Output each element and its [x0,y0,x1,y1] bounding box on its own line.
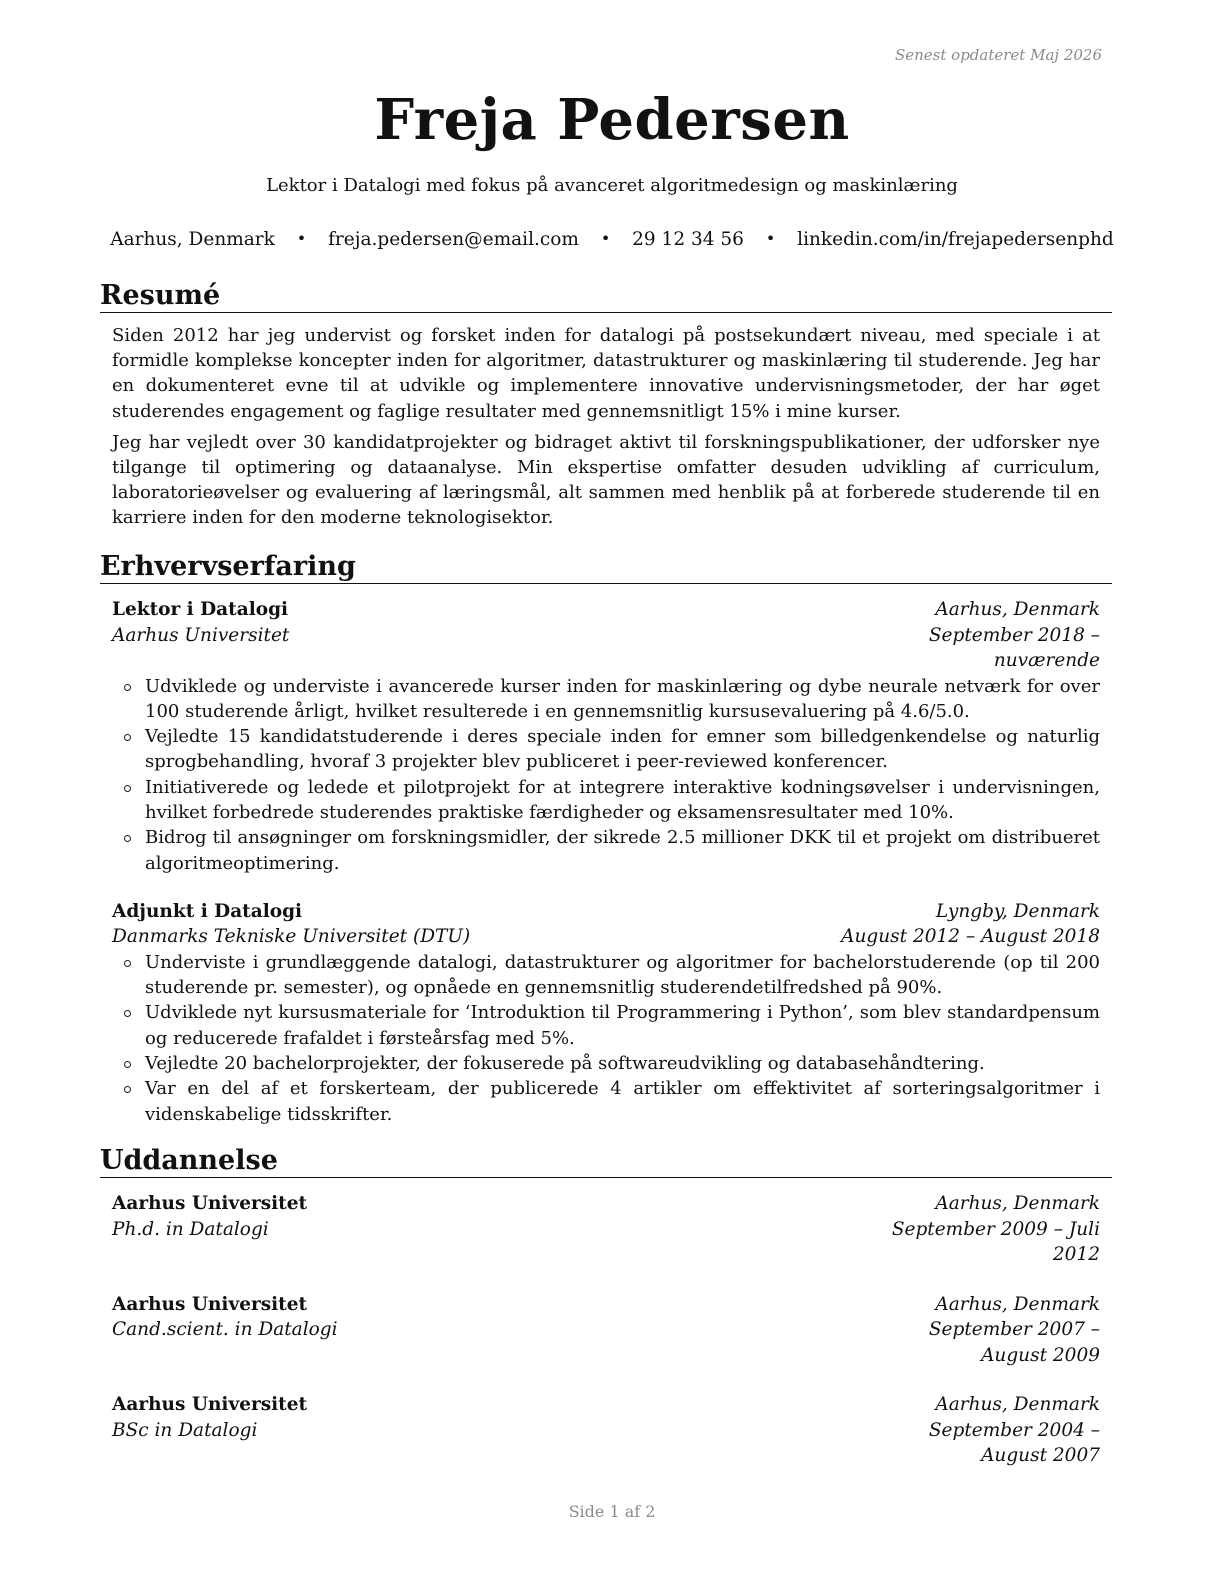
list-item: Var en del af et forskerteam, der publicerede 4 artikler om effektivitet af sorteringsalgoritmer i videnskabelige tidsskrifter. [112,1076,1100,1127]
list-item: Vejledte 15 kandidatstuderende i deres speciale inden for emner som billedgenkendelse og naturlig sprogbehandling, hvoraf 3 projekter blev publiceret i peer-reviewed konferencer. [112,724,1100,775]
job-org: Aarhus Universitet [112,624,290,646]
list-item: Initiativerede og ledede et pilotprojekt for at integrere interaktive kodningsøvelser i undervisningen, hvilket forbedrede studerendes praktiske færdigheder og eksamensresultater med 10%. [112,775,1100,826]
section-title-experience: Erhvervserfaring [100,551,1112,584]
job-dates: September 2018 – nuværende [928,624,1100,671]
contact-line [0,229,1224,250]
summary-paragraph: Jeg har vejledt over 30 kandidatprojekter og bidraget aktivt til forskningspublikationer, der udforsker nye tilgange til optimering og dataanalyse. Min ekspertise omfatter desuden udvikling af curriculum, laboratorieøvelser og evaluering af læringsmål, alt sammen med henblik på at forberede studerende til en karriere inden for den moderne teknologisektor. [112,431,1100,529]
separator-dot: • [765,229,776,248]
candidate-name: Freja Pedersen [374,87,850,153]
school-location: Aarhus, Denmark [935,1193,1100,1214]
job-entry [112,899,1100,1127]
experience-section [100,551,1112,1127]
contact-linkedin[interactable]: linkedin.com/in/frejapedersenphd [797,229,1114,250]
job-bullets [112,950,1100,1127]
separator-dot: • [296,229,307,248]
job-dates: August 2012 – August 2018 [841,926,1100,948]
contact-phone[interactable]: 29 12 34 56 [632,229,744,250]
contact-email[interactable]: freja.pedersen@email.com [328,229,579,250]
job-bullets [112,674,1100,876]
summary-paragraph: Siden 2012 har jeg undervist og forsket inden for datalogi på postsekundært niveau, med speciale i at formidle komplekse koncepter inden for algoritmer, datastrukturer og maskinlæring til studerende. Jeg har en dokumenteret evne til at udvikle og implementere innovative undervisningsmetoder, der har øget studerendes engagement og faglige resultater med gennemsnitligt 15% i mine kurser. [112,325,1100,422]
list-item: Underviste i grundlæggende datalogi, datastrukturer og algoritmer for bachelorstuderende (op til 200 studerende pr. semester), og opnåede en gennemsnitlig studerendetilfredshed på 90%. [112,950,1100,1001]
education-section [100,1145,1112,1469]
education-entry [112,1191,1100,1268]
degree: Cand.scient. in Datalogi [112,1319,338,1340]
list-item: Udviklede og underviste i avancerede kurser inden for maskinlæring og dybe neurale netværk for over 100 studerende årligt, hvilket resulterede i en gennemsnitlig kursusevaluering på 4.6/5.0. [112,674,1100,725]
summary-section [100,280,1112,531]
list-item: Bidrog til ansøgninger om forskningsmidler, der sikrede 2.5 millioner DKK til et projekt om distribueret algoritmeoptimering. [112,825,1100,876]
section-title-education: Uddannelse [100,1145,1112,1178]
degree: Ph.d. in Datalogi [112,1218,269,1240]
school-name: Aarhus Universitet [112,1394,308,1415]
page-number: Side 1 af 2 [568,1502,656,1521]
education-dates: September 2007 – August 2009 [928,1319,1100,1366]
tagline: Lektor i Datalogi med fokus på avanceret algoritmedesign og maskinlæring [266,175,958,196]
school-location: Aarhus, Denmark [935,1293,1100,1315]
separator-dot: • [600,229,611,248]
school-name: Aarhus Universitet [112,1293,308,1315]
last-updated: Senest opdateret Maj 2026 [894,46,1102,64]
education-entry [112,1292,1100,1369]
job-location: Aarhus, Denmark [935,599,1100,620]
school-location: Aarhus, Denmark [935,1394,1100,1415]
contact-location: Aarhus, Denmark [110,229,275,250]
job-role: Lektor i Datalogi [112,599,289,620]
list-item: Vejledte 20 bachelorprojekter, der fokuserede på softwareudvikling og databasehåndtering. [112,1051,1100,1076]
education-dates: September 2009 – Juli 2012 [891,1218,1100,1265]
school-name: Aarhus Universitet [112,1193,308,1214]
job-entry [112,597,1100,876]
education-entry [112,1392,1100,1469]
job-location: Lyngby, Denmark [935,900,1100,922]
education-dates: September 2004 – August 2007 [928,1419,1100,1466]
job-role: Adjunkt i Datalogi [112,900,303,922]
degree: BSc in Datalogi [112,1419,258,1441]
job-org: Danmarks Tekniske Universitet (DTU) [112,926,471,948]
section-title-summary: Resumé [100,280,1112,313]
list-item: Udviklede nyt kursusmateriale for ‘Introduktion til Programmering i Python’, som blev standardpensum og reducerede frafaldet i førsteårsfag med 5%. [112,1000,1100,1051]
